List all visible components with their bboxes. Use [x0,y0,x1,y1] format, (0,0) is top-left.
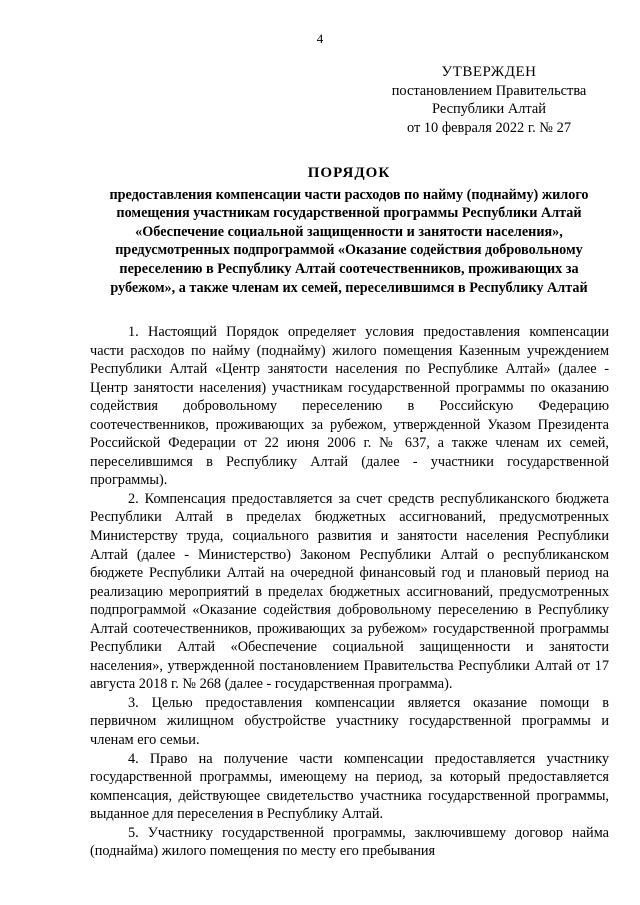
approval-line: Республики Алтай [432,101,546,117]
document-body [90,323,609,861]
approval-line: постановлением Правительства [391,82,587,99]
paragraph: 3. Целью предоставления компенсации является оказание помощи в первичном жилищном обустройстве участнику государственной программы и членам его семьи. [90,694,609,749]
approval-title: УТВЕРЖДЕН [441,64,537,80]
paragraph: 4. Право на получение части компенсации предоставляется участнику государственной программы, имеющему на период, за который предоставляется компенсация, действующее свидетельство участника государственной программы, выданное для переселения в Республику Алтай. [90,750,609,823]
document-heading [88,164,610,297]
document-subtitle: предоставления компенсации части расходов по найму (поднайму) жилого помещения участникам государственной программы Республики Алтай «Обеспечение социальной защищенности и занятости населения», предусмотренных подпрограммой «Оказание содействия добровольному переселению в Республику Алтай соотечественников, проживающих за рубежом», а также членам их семей, переселившимся в Республику Алтай [109,186,589,296]
paragraph: 2. Компенсация предоставляется за счет средств республиканского бюджета Республики Алтай в пределах бюджетных ассигнований, предусмотренных Министерству труда, социального развития и занятости населения Республики Алтай (далее - Министерство) Законом Республики Алтай о республиканском бюджете Республики Алтай на очередной финансовый год и плановый период на реализацию мероприятий в пределах бюджетных ассигнований, предусмотренных подпрограммой «Оказание содействия добровольному переселению в Республику Алтай соотечественников, проживающих за рубежом» государственной программы Республики Алтай «Обеспечение социальной защищенности и занятости населения», утвержденной постановлением Правительства Республики Алтай от 17 августа 2018 г. № 268 (далее - государственная программа). [90,490,609,693]
document-title: ПОРЯДОК [307,165,391,181]
paragraph: 1. Настоящий Порядок определяет условия предоставления компенсации части расходов по найму (поднайму) жилого помещения Казенным учреждением Республики Алтай «Центр занятости населения по Республике Алтай» (далее - Центр занятости населения) участникам государственной программы по оказанию содействия добровольному переселению в Российскую Федерацию соотечественников, проживающих за рубежом, утвержденной Указом Президента Российской Федерации от 22 июня 2006 г. № 637, а также членам их семей, переселившимся в Республику Алтай (далее - участники государственной программы). [90,324,609,489]
approval-block [376,63,602,137]
paragraph: 5. Участнику государственной программы, заключившему договор найма (поднайма) жилого помещения по месту его пребывания [90,824,609,860]
page-number: 4 [316,31,324,46]
approval-line: от 10 февраля 2022 г. № 27 [406,119,572,136]
